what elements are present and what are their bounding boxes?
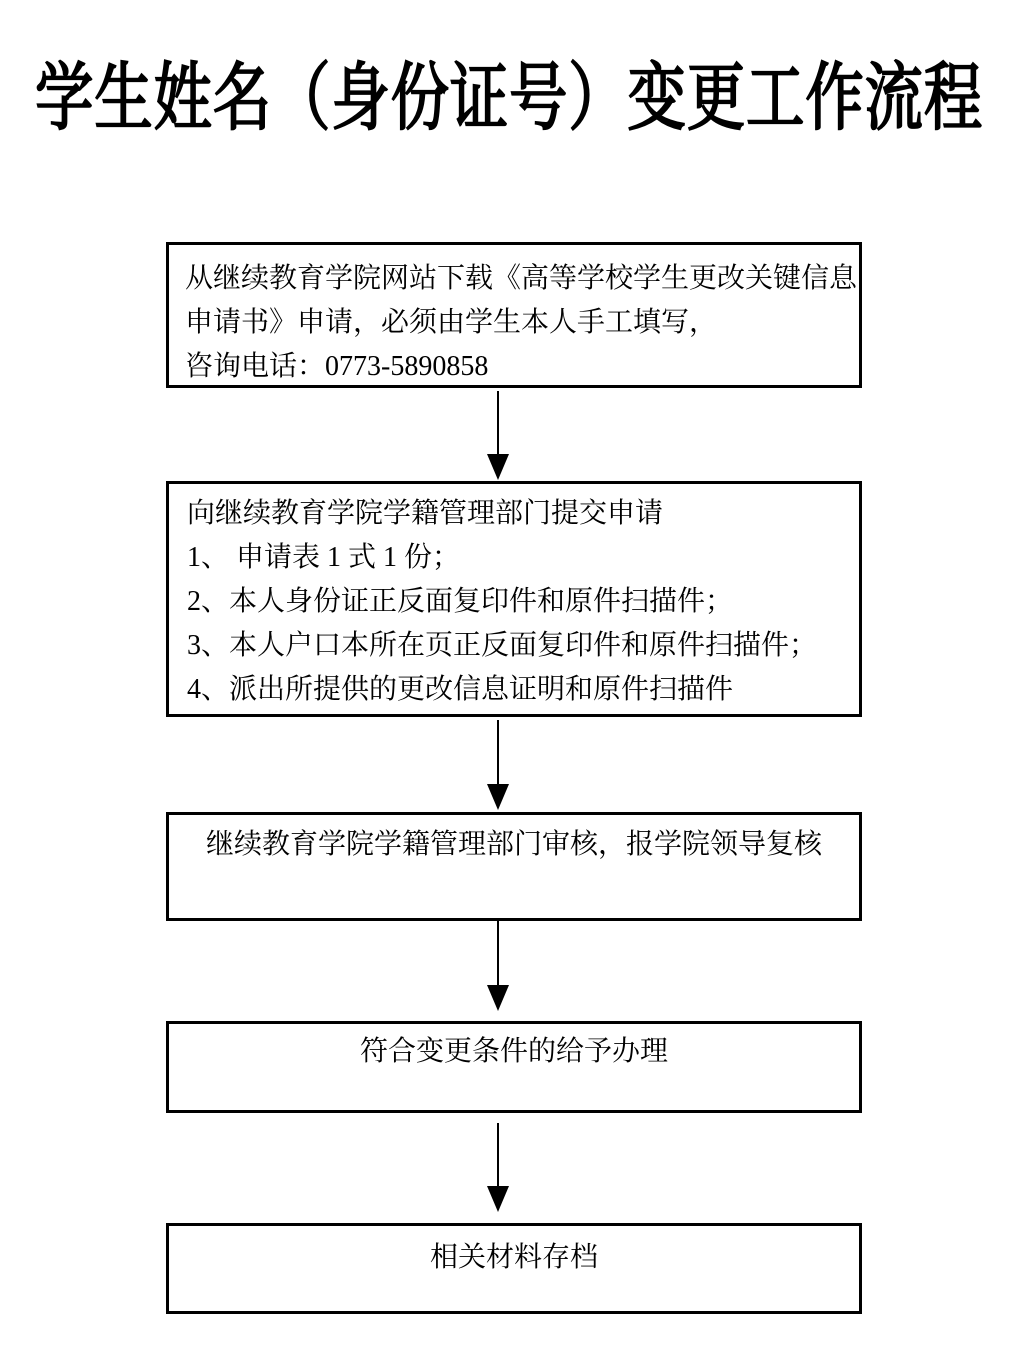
step-text-line: 从继续教育学院网站下载《高等学校学生更改关键信息 [185, 263, 858, 294]
arrow-shaft [497, 921, 499, 985]
flow-step-department-review [166, 812, 862, 921]
step-text-line: 向继续教育学院学籍管理部门提交申请 [187, 498, 664, 529]
step-text-line: 1、 申请表 1 式 1 份； [187, 542, 461, 573]
step-text-line: 3、本人户口本所在页正反面复印件和原件扫描件； [187, 630, 818, 661]
flow-step-process-if-qualified [166, 1021, 862, 1113]
step-text-line: 继续教育学院学籍管理部门审核，报学院领导复核 [205, 829, 822, 860]
flow-arrow-4 [487, 1123, 509, 1212]
page-title: 学生姓名（身份证号）变更工作流程 [35, 56, 983, 139]
step-text-line: 2、本人身份证正反面复印件和原件扫描件； [187, 586, 734, 617]
arrow-shaft [497, 1123, 499, 1186]
flow-step-download-application-form [166, 242, 862, 388]
step-text-line: 咨询电话：0773-5890858 [185, 351, 489, 382]
step-text-line: 申请书》申请，必须由学生本人手工填写， [185, 307, 718, 338]
step-text-line: 符合变更条件的给予办理 [359, 1036, 668, 1067]
flow-step-archive-materials [166, 1223, 862, 1314]
step-text-line: 4、派出所提供的更改信息证明和原件扫描件 [187, 674, 734, 705]
flow-arrow-1 [487, 391, 509, 480]
flow-step-submit-application [166, 481, 862, 717]
arrow-shaft [497, 720, 499, 784]
arrow-shaft [497, 391, 499, 454]
arrow-down-icon [487, 454, 509, 480]
arrow-down-icon [487, 985, 509, 1011]
arrow-down-icon [487, 784, 509, 810]
flow-arrow-2 [487, 720, 509, 810]
arrow-down-icon [487, 1186, 509, 1212]
flow-arrow-3 [487, 921, 509, 1011]
step-text-line: 相关材料存档 [429, 1242, 598, 1273]
